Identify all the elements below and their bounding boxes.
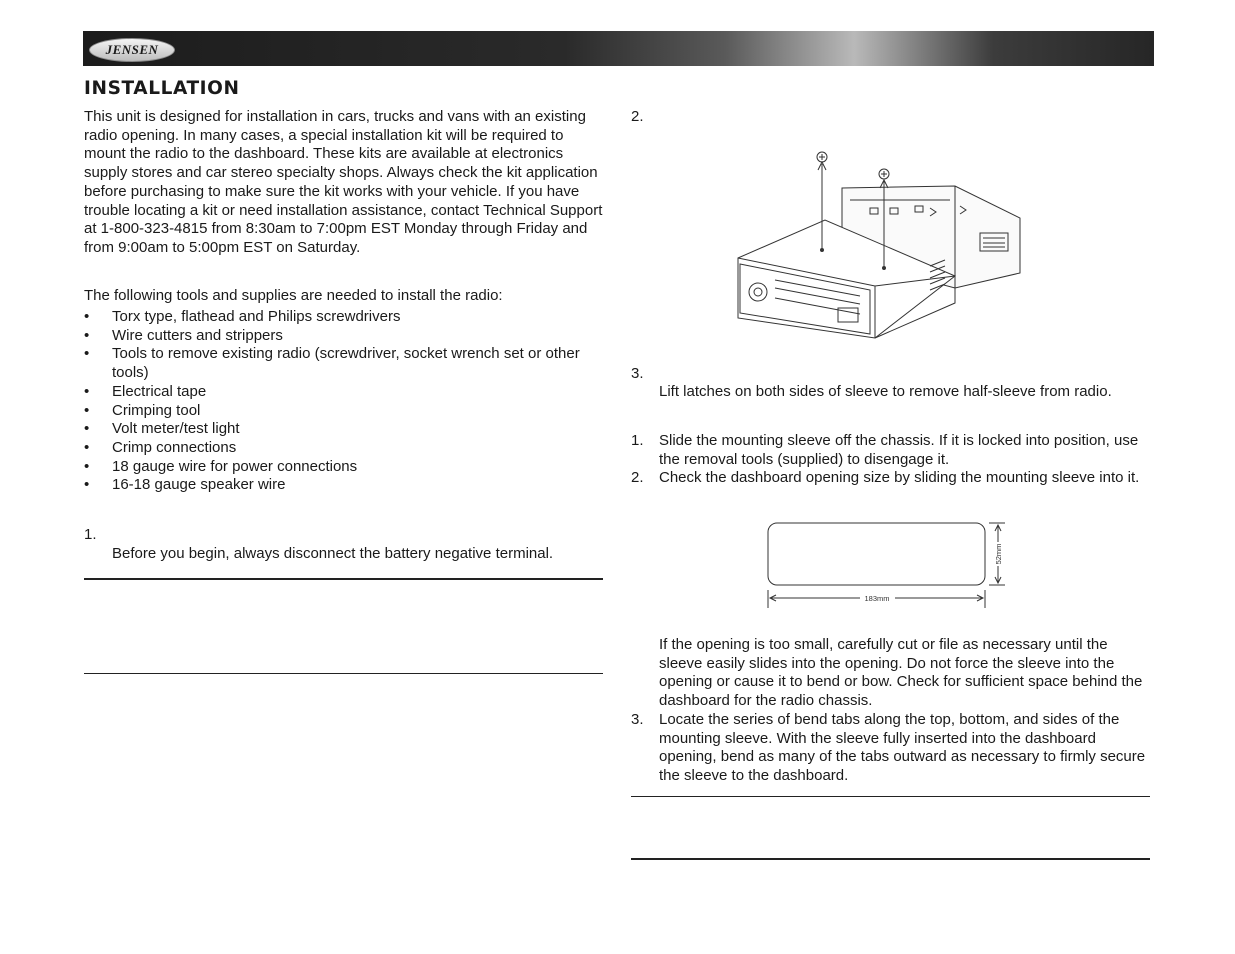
- list-item: • Crimping tool: [84, 401, 201, 419]
- divider: [84, 578, 603, 580]
- step-3b-number: 3.: [631, 711, 644, 728]
- divider: [631, 796, 1150, 797]
- height-dimension-label: 52mm: [994, 543, 1003, 565]
- logo-text: JENSEN: [105, 41, 159, 57]
- list-item: • Crimp connections: [84, 438, 237, 456]
- divider: [631, 858, 1150, 860]
- step-2-number: 2.: [631, 108, 644, 125]
- list-item: • Wire cutters and strippers: [84, 326, 283, 344]
- mounting-steps: [631, 432, 1151, 488]
- header-banner: [83, 31, 1154, 66]
- radio-sleeve-diagram: [730, 148, 1030, 348]
- width-dimension-label: 183mm: [864, 594, 890, 603]
- list-item: • Tools to remove existing radio (screwdriver, socket wrench set or other tools): [84, 345, 580, 382]
- opening-dimension-diagram: [760, 518, 1010, 613]
- tools-list: [84, 308, 604, 495]
- list-item: • Volt meter/test light: [84, 420, 240, 438]
- step-3-text: Lift latches on both sides of sleeve to remove half-sleeve from radio.: [659, 383, 1112, 400]
- list-item: • Electrical tape: [84, 382, 207, 400]
- page-title: INSTALLATION: [84, 78, 240, 99]
- step-1-number: 1.: [84, 526, 97, 543]
- list-item: 1. Slide the mounting sleeve off the chassis. If it is locked into position, use the removal tools (supplied) to disengage it.: [631, 432, 1139, 468]
- list-item: 2. Check the dashboard opening size by sliding the mounting sleeve into it.: [631, 469, 1140, 487]
- intro-paragraph: This unit is designed for installation in cars, trucks and vans with an existing radio opening. In many cases, a special installation kit will be required to mount the radio to the dashboard. These kits are available at electronics supply stores and car stereo specialty shops. Always check the kit application before purchasing to make sure the kit works with your vehicle. If you have trouble locating a kit or need installation assistance, contact Technical Support at 1-800-323-4815 from 8:30am to 7:00pm EST Monday through Friday and from 9:00am to 5:00pm EST on Saturday.: [84, 108, 603, 256]
- list-item: • 16-18 gauge speaker wire: [84, 476, 286, 494]
- jensen-logo: [89, 38, 175, 62]
- opening-note: If the opening is too small, carefully cut or file as necessary until the sleeve easily slides into the opening. Do not force the sleeve into the opening or cause it to bend or bow. Check for sufficient space behind the dashboard for the radio chassis.: [659, 636, 1143, 710]
- divider: [84, 673, 603, 674]
- tools-intro: The following tools and supplies are needed to install the radio:: [84, 287, 503, 304]
- step-3b-text: Locate the series of bend tabs along the top, bottom, and sides of the mounting sleeve. With the sleeve fully inserted into the dashboard opening, bend as many of the tabs outward as necessary to firmly secure the sleeve to the dashboard.: [659, 711, 1146, 785]
- step-3-number: 3.: [631, 365, 644, 382]
- list-item: • 18 gauge wire for power connections: [84, 457, 358, 475]
- list-item: • Torx type, flathead and Philips screwdrivers: [84, 308, 401, 325]
- step-1-text: Before you begin, always disconnect the battery negative terminal.: [112, 545, 554, 562]
